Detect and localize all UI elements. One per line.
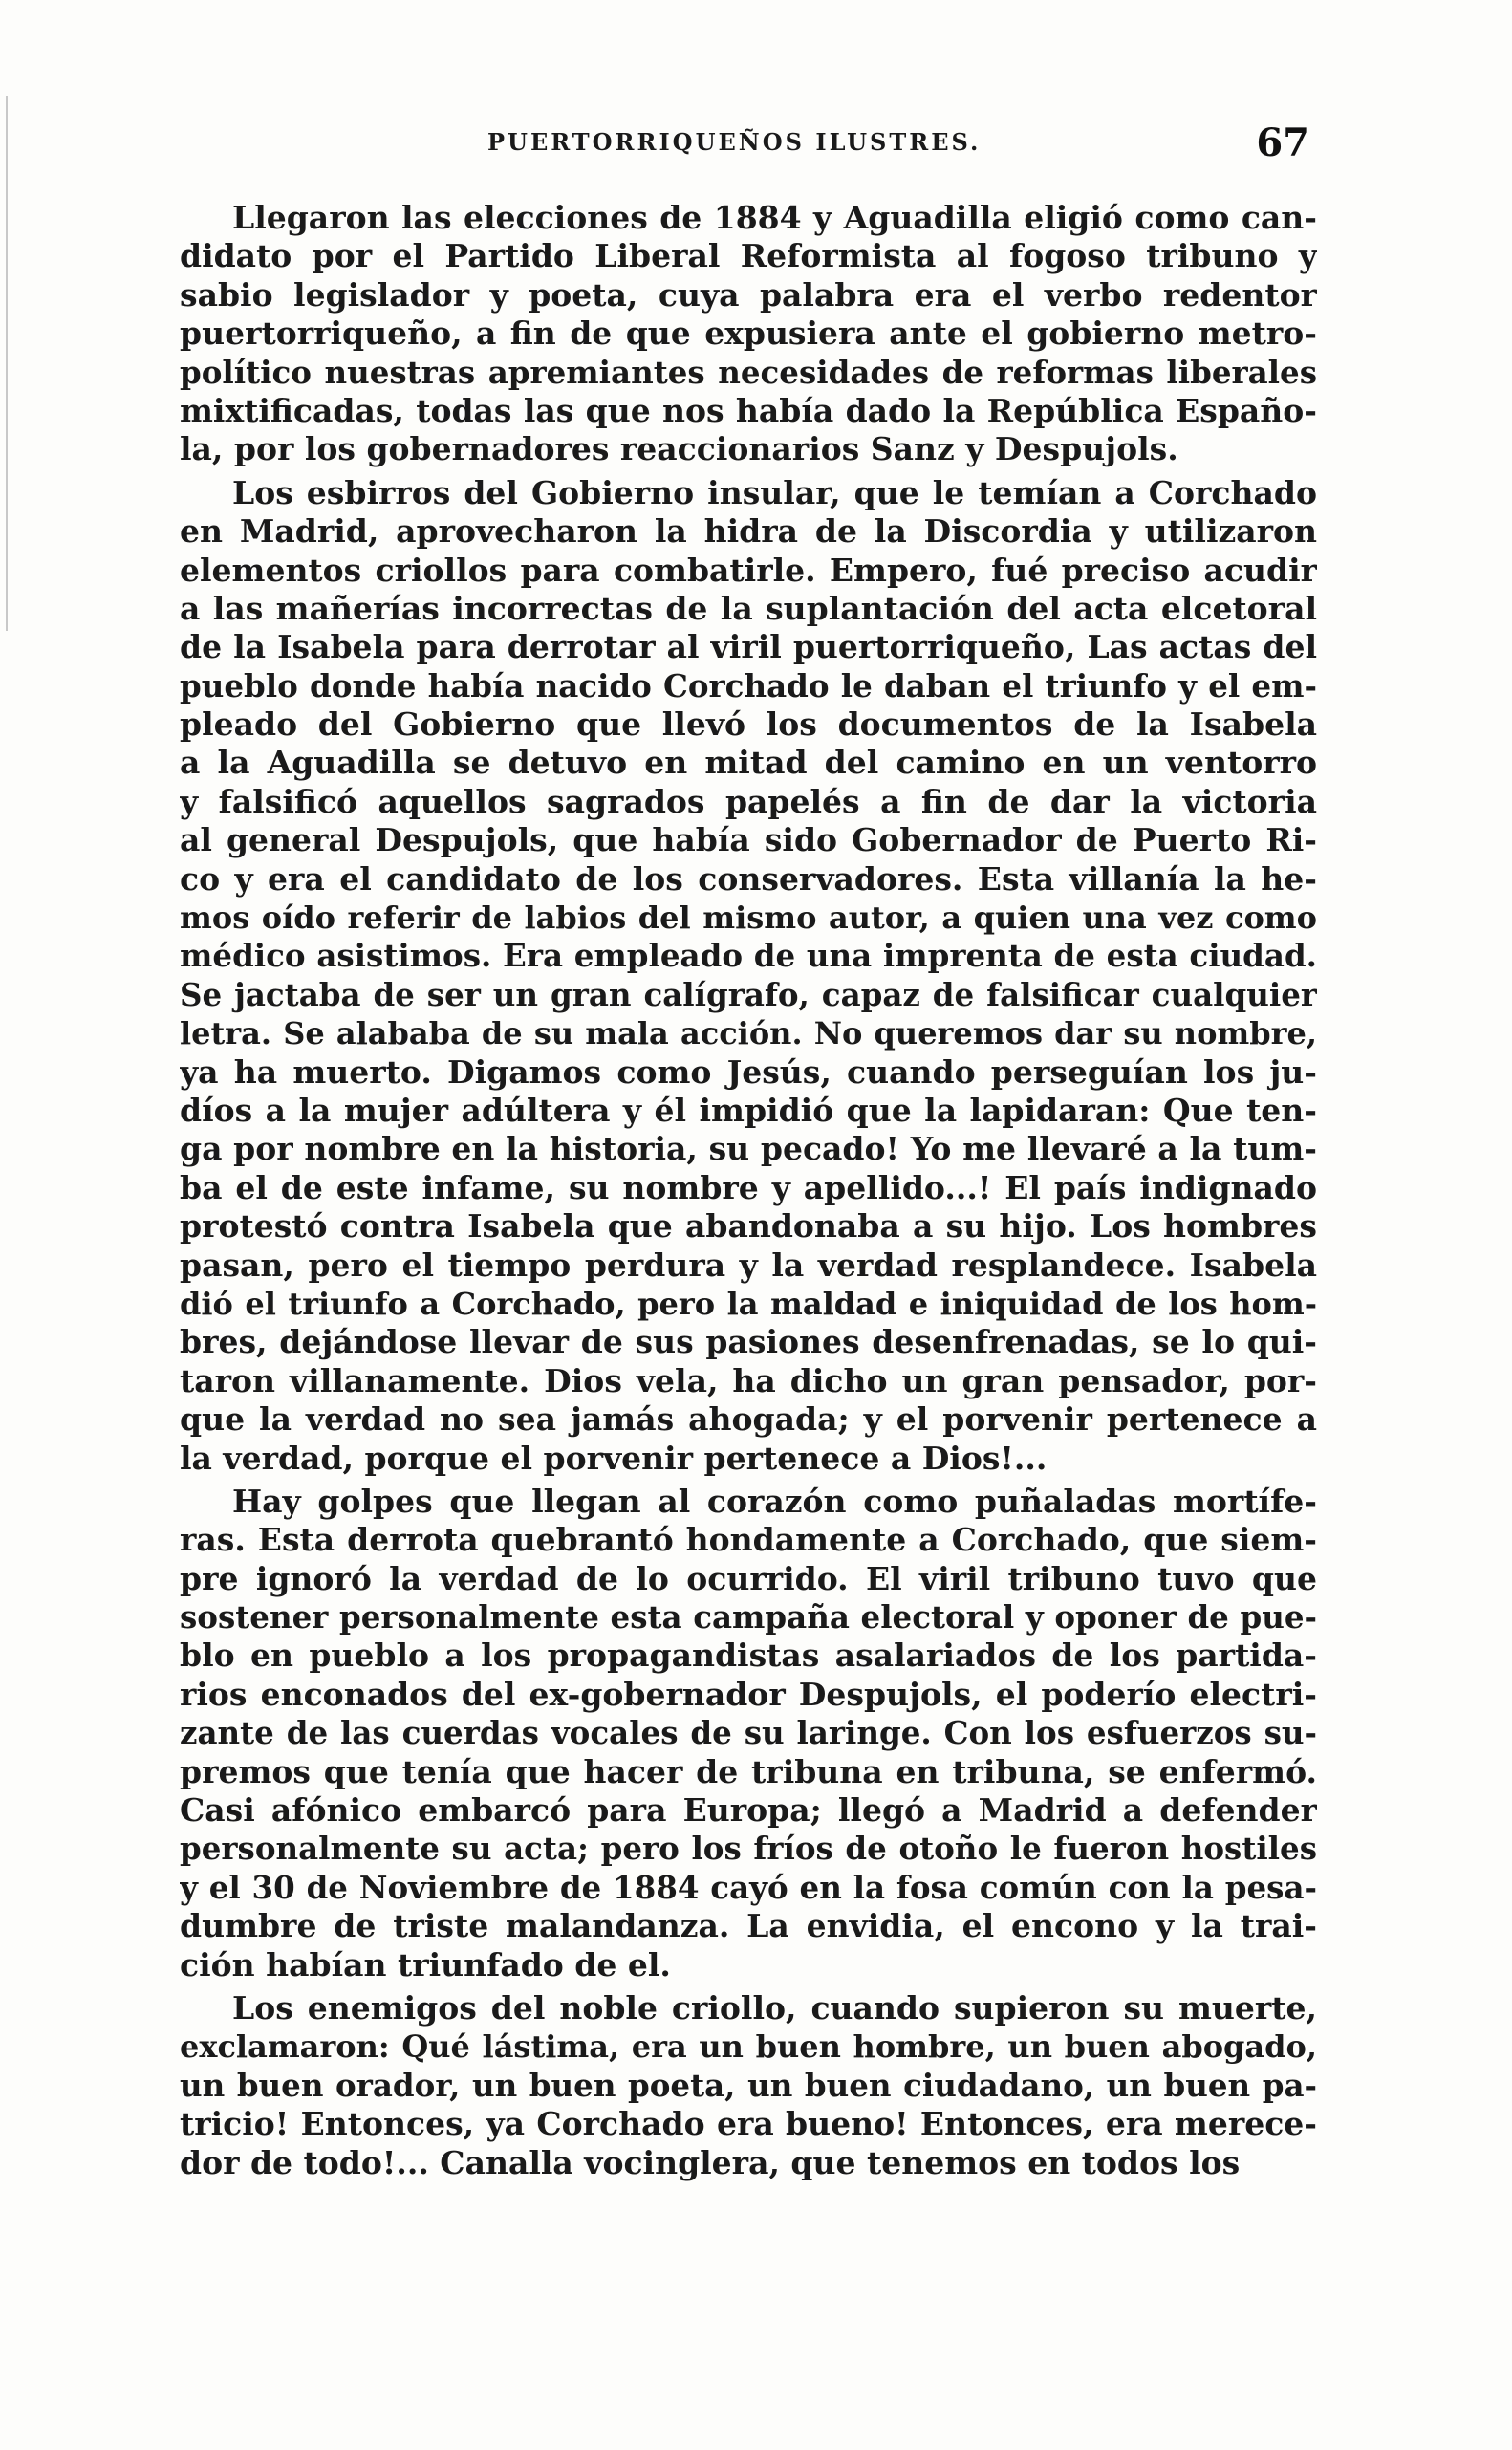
text-line: premos que tenía que hacer de tribuna en tribuna, se enfermó. xyxy=(180,1752,1317,1790)
text-line: en Madrid, aprovecharon la hidra de la Discordia y utilizaron xyxy=(180,512,1317,551)
text-line: ga por nombre en la historia, su pecado! Yo me llevaré a la tum- xyxy=(180,1130,1317,1168)
text-line: un buen orador, un buen poeta, un buen ciudadano, un buen pa- xyxy=(180,2066,1317,2104)
text-line: didato por el Partido Liberal Reformista al fogoso tribuno y xyxy=(180,237,1317,275)
text-line: rios enconados del ex-gobernador Despujols, el poderío electri- xyxy=(180,1675,1317,1713)
text-line: ras. Esta derrota quebrantó hondamente a Corchado, que siem- xyxy=(180,1521,1317,1559)
text-line: exclamaron: Qué lástima, era un buen hombre, un buen abogado, xyxy=(180,2028,1317,2066)
text-line: blo en pueblo a los propagandistas asalariados de los partida- xyxy=(180,1637,1317,1675)
text-line: a las mañerías incorrectas de la suplantación del acta elcetoral xyxy=(180,589,1317,627)
paragraph xyxy=(180,199,1317,469)
text-line: díos a la mujer adúltera y él impidió que la lapidaran: Que ten- xyxy=(180,1091,1317,1129)
text-line: dor de todo!... Canalla vocinglera, que tenemos en todos los xyxy=(180,2143,1241,2181)
text-line: letra. Se alababa de su mala acción. No queremos dar su nombre, xyxy=(180,1015,1317,1052)
text-line: mixtificadas, todas las que nos había dado la República Españo- xyxy=(180,391,1317,429)
text-line: político nuestras apremiantes necesidades de reformas liberales xyxy=(180,353,1317,391)
text-line: personalmente su acta; pero los fríos de otoño le fueron hostiles xyxy=(180,1830,1317,1868)
text-line: Los esbirros del Gobierno insular, que le temían a Corchado xyxy=(232,473,1317,511)
page-edge-shadow xyxy=(6,96,8,631)
text-line: puertorriqueño, a fin de que expusiera ante el gobierno metro- xyxy=(180,314,1317,353)
text-line: Hay golpes que llegan al corazón como puñaladas mortífe- xyxy=(232,1482,1317,1520)
text-line: pasan, pero el tiempo perdura y la verdad resplandece. Isabela xyxy=(180,1246,1317,1284)
text-line: la verdad, porque el porvenir pertenece a Dios!... xyxy=(180,1439,1048,1477)
text-line: sostener personalmente esta campaña electoral y oponer de pue- xyxy=(180,1598,1317,1637)
text-line: y el 30 de Noviembre de 1884 cayó en la fosa común con la pesa- xyxy=(180,1868,1317,1906)
text-line: ción habían triunfado de el. xyxy=(180,1945,671,1984)
text-line: pueblo donde había nacido Corchado le daban el triunfo y el em- xyxy=(180,666,1317,705)
text-line: Llegaron las elecciones de 1884 y Aguadilla eligió como can- xyxy=(232,199,1317,236)
text-line: mos oído referir de labios del mismo autor, a quien una vez como xyxy=(180,900,1317,937)
page-header xyxy=(201,120,1328,178)
text-line: y falsificó aquellos sagrados papelés a fin de dar la victoria xyxy=(180,782,1317,820)
running-head: PUERTORRIQUEÑOS ILUSTRES. xyxy=(487,128,982,156)
text-line: pre ignoró la verdad de lo ocurrido. El viril tribuno tuvo que xyxy=(180,1559,1317,1597)
text-line: la, por los gobernadores reaccionarios Sanz y Despujols. xyxy=(180,430,1178,468)
text-line: protestó contra Isabela que abandonaba a su hijo. Los hombres xyxy=(180,1207,1317,1246)
text-line: pleado del Gobierno que llevó los documentos de la Isabela xyxy=(180,705,1317,744)
text-line: ya ha muerto. Digamos como Jesús, cuando perseguían los ju- xyxy=(180,1052,1317,1091)
text-line: co y era el candidato de los conservadores. Esta villanía la he- xyxy=(180,859,1317,898)
text-line: de la Isabela para derrotar al viril puertorriqueño, Las actas del xyxy=(180,628,1317,666)
text-line: elementos criollos para combatirle. Empero, fué preciso acudir xyxy=(180,551,1317,589)
text-line: al general Despujols, que había sido Gobernador de Puerto Ri- xyxy=(180,821,1317,859)
paragraph xyxy=(180,474,1317,1478)
text-line: ba el de este infame, su nombre y apellido...! El país indignado xyxy=(180,1168,1317,1206)
text-line: taron villanamente. Dios vela, ha dicho un gran pensador, por- xyxy=(180,1361,1317,1399)
text-line: dió el triunfo a Corchado, pero la maldad e iniquidad de los hom- xyxy=(180,1285,1317,1322)
text-line: tricio! Entonces, ya Corchado era bueno! Entonces, era merece- xyxy=(180,2105,1317,2143)
page-number: 67 xyxy=(1256,120,1309,165)
text-line: Los enemigos del noble criollo, cuando supieron su muerte, xyxy=(232,1988,1317,2027)
text-line: Casi afónico embarcó para Europa; llegó a Madrid a defender xyxy=(180,1791,1317,1830)
body-text xyxy=(180,199,1317,2182)
text-line: médico asistimos. Era empleado de una imprenta de esta ciudad. xyxy=(180,937,1317,975)
paragraph xyxy=(180,1989,1317,2182)
text-line: sabio legislador y poeta, cuya palabra era el verbo redentor xyxy=(180,275,1317,314)
text-line: bres, dejándose llevar de sus pasiones desenfrenadas, se lo qui- xyxy=(180,1323,1317,1361)
paragraph xyxy=(180,1483,1317,1984)
text-line: que la verdad no sea jamás ahogada; y el porvenir pertenece a xyxy=(180,1400,1317,1439)
text-line: zante de las cuerdas vocales de su laringe. Con los esfuerzos su- xyxy=(180,1714,1317,1752)
text-line: Se jactaba de ser un gran calígrafo, capaz de falsificar cualquier xyxy=(180,975,1317,1013)
text-line: a la Aguadilla se detuvo en mitad del camino en un ventorro xyxy=(180,744,1317,782)
text-line: dumbre de triste malandanza. La envidia, el encono y la trai- xyxy=(180,1907,1317,1945)
